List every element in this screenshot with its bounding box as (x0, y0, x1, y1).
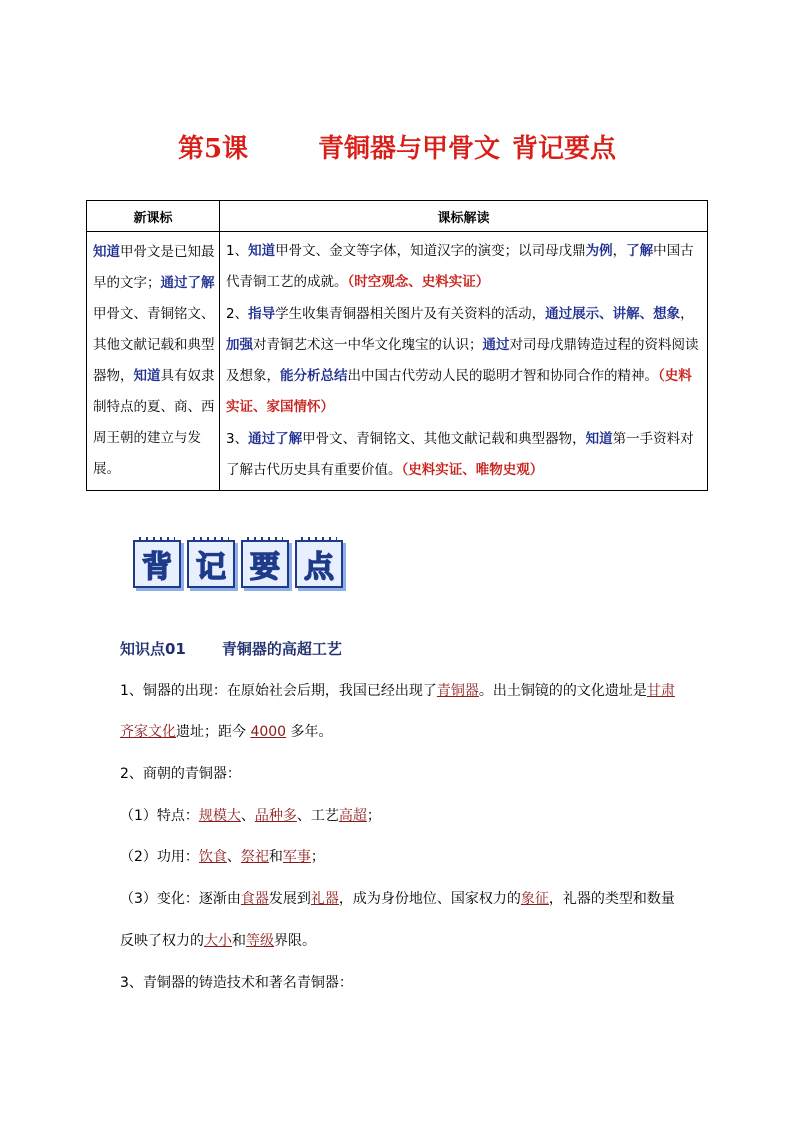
answer-blank: 礼器 (310, 891, 339, 907)
text: 出中国古代劳动人民的聪明才智和协同合作的精神。 (347, 368, 658, 385)
banner-char: 背 (142, 550, 172, 585)
answer-blank: 祭祀 (240, 849, 269, 865)
page-title (0, 128, 794, 168)
keyword: 知道 (585, 430, 613, 447)
text: 2、 (226, 305, 249, 322)
content-line-8 (120, 972, 353, 992)
text: 1、 (226, 243, 249, 259)
text: 、 (240, 808, 255, 824)
answer-blank: 甘肃 (646, 683, 675, 699)
standards-table (86, 200, 708, 491)
keyword: 通过了解 (160, 275, 215, 292)
interpretation-cell (220, 232, 708, 491)
answer-blank: 食器 (240, 891, 269, 907)
content-line-6 (120, 888, 675, 908)
text: 具有奴隶制特点的夏、商、西周王朝的建立与发展。 (93, 368, 215, 478)
keyword: 通过 (482, 336, 510, 353)
text: 界限。 (274, 933, 316, 949)
answer-blank: 象征 (520, 891, 549, 907)
answer-blank: 品种多 (254, 808, 297, 824)
text: 反映了权力的 (120, 933, 204, 949)
keyword: 能分析总结 (280, 368, 348, 385)
header-interpretation: 课标解读 (220, 201, 708, 232)
interpretation-item-1 (226, 236, 701, 299)
keyword: 加强 (226, 336, 253, 353)
content-line-4 (120, 805, 381, 825)
banner-tile (187, 540, 235, 588)
keyword: 知道 (133, 368, 161, 385)
text: （3）变化：逐渐由 (120, 891, 241, 907)
lesson-name: 青铜器与甲骨文 (318, 134, 501, 164)
banner-tile (133, 540, 181, 588)
text: 甲骨文、金文等字体，知道汉字的演变；以司母戊鼎 (275, 243, 586, 259)
interpretation-item-2 (226, 299, 701, 424)
text: 发展到 (268, 891, 311, 907)
interpretation-item-3 (226, 424, 701, 487)
text: 3、 (226, 430, 249, 447)
text: 、工艺 (296, 808, 339, 824)
keyword: 指导 (248, 305, 276, 322)
knowledge-point-topic: 青铜器的高超工艺 (221, 640, 342, 658)
text: 对青铜艺术这一中华文化瑰宝的认识； (253, 336, 483, 353)
text: （2）功用： (120, 849, 199, 865)
banner-char: 要 (250, 550, 280, 585)
answer-blank: 规模大 (198, 808, 241, 824)
text: （1）特点： (120, 808, 199, 824)
text: 甲骨文、青铜铭文、其他文献记载和典型器物， (302, 430, 586, 447)
text: 、 (226, 849, 241, 865)
text: 2、商朝的青铜器： (120, 766, 241, 782)
text: 多年。 (286, 724, 333, 740)
header-new-standard: 新课标 (87, 201, 220, 232)
answer-blank: 齐家文化 (120, 724, 176, 740)
text: 3、青铜器的铸造技术和著名青铜器： (120, 975, 353, 991)
keyword: 了解 (626, 243, 654, 259)
lesson-number: 第5课 (177, 134, 249, 164)
knowledge-point-heading (120, 638, 342, 659)
answer-blank: 军事 (282, 849, 311, 865)
answer-blank: 大小 (204, 933, 232, 949)
text: ， (680, 305, 694, 322)
answer-blank: 高超 (338, 808, 367, 824)
knowledge-point-label: 知识点01 (120, 640, 186, 658)
text: 和 (232, 933, 246, 949)
text: 学生收集青铜器相关图片及有关资料的活动， (275, 305, 546, 322)
text: 对司母戊鼎铸造过程的资料阅读及想象， (226, 336, 699, 385)
title-suffix: 背记要点 (512, 134, 617, 164)
answer-blank: 青铜器 (436, 683, 479, 699)
table-row (87, 232, 708, 491)
keyword: 为例 (585, 243, 613, 259)
keyword: 知道 (93, 244, 120, 261)
banner-tile (241, 540, 289, 588)
literacy-tag: （时空观念、史料实证） (347, 274, 490, 291)
text: 1、铜器的出现：在原始社会后期，我国已经出现了 (120, 683, 437, 699)
content-line-5 (120, 846, 325, 866)
text: ； (310, 849, 325, 865)
text: 甲骨文、青铜铭文、其他文献记载和典型器物， (93, 306, 215, 385)
text: 中国古代青铜工艺的成就。 (226, 243, 694, 291)
literacy-tag: （史料实证、唯物史观） (401, 462, 544, 479)
answer-blank: 4000 (250, 724, 287, 740)
banner-tile (295, 540, 343, 588)
text: 甲骨文是已知最早的文字； (93, 244, 215, 292)
new-standard-cell (87, 232, 220, 491)
text: 。出土铜镜的的文化遗址是 (478, 683, 647, 699)
memorize-banner (133, 540, 343, 592)
content-line-1 (120, 680, 675, 700)
text: ， (612, 243, 627, 259)
text: ； (366, 808, 381, 824)
text: 和 (268, 849, 283, 865)
text: 遗址；距今 (176, 724, 251, 740)
literacy-tag: （史料实证、家国情怀） (226, 368, 692, 416)
keyword: 知道 (248, 243, 276, 259)
content-line-2 (120, 721, 333, 741)
banner-char: 记 (196, 550, 226, 585)
answer-blank: 等级 (246, 933, 274, 949)
text: ，成为身份地位、国家权力的 (338, 891, 521, 907)
text: 第一手资料对了解古代历史具有重要价值。 (226, 430, 694, 479)
text: ，礼器的类型和数量 (548, 891, 675, 907)
content-line-7 (120, 930, 316, 950)
content-line-3 (120, 763, 241, 783)
answer-blank: 饮食 (198, 849, 227, 865)
keyword: 通过展示、讲解、想象 (545, 305, 681, 322)
table-header-row (87, 201, 708, 232)
banner-char: 点 (304, 550, 334, 585)
keyword: 通过了解 (248, 430, 303, 447)
